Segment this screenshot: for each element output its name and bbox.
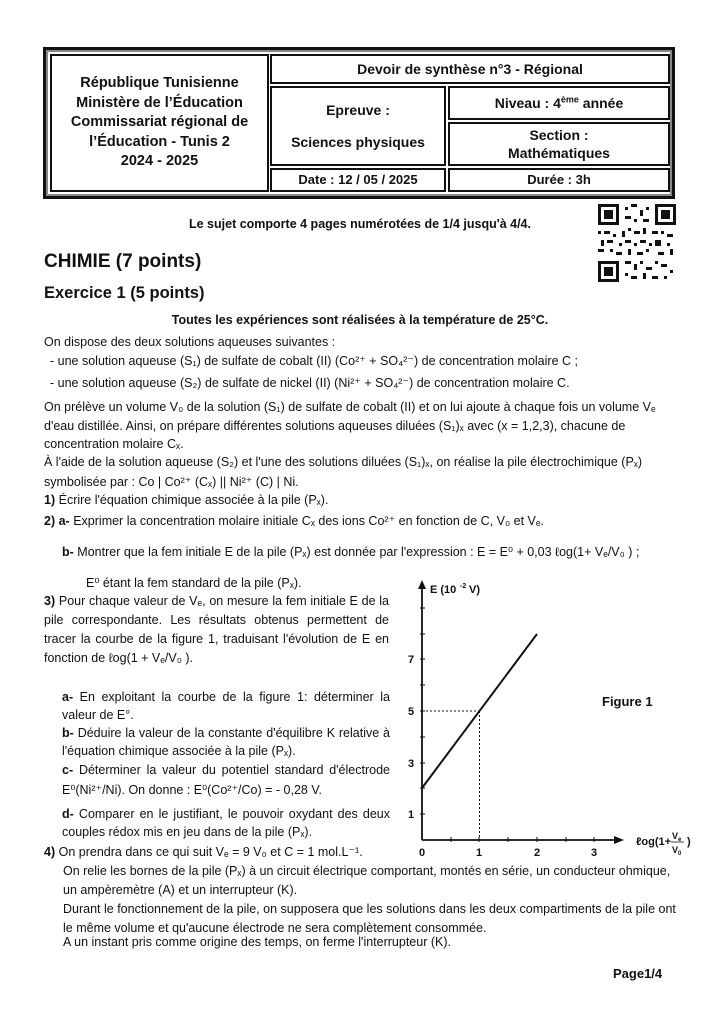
section-cell (448, 122, 670, 166)
exercise-title: Exercice 1 (5 points) (44, 284, 205, 302)
svg-text:5: 5 (408, 706, 415, 718)
figure-1-chart (400, 575, 700, 865)
svg-text:2: 2 (534, 847, 541, 859)
question-3c: c- Déterminer la valeur du potentiel standard d'électrode E⁰(Ni²⁺/Ni). On donne : E⁰(Co²⁺/Co) = - 0,28 V. (62, 763, 390, 797)
institution-line: Ministère de l’Éducation (76, 94, 243, 111)
epreuve-value: Sciences physiques (291, 134, 425, 150)
svg-text:V: V (672, 831, 679, 841)
svg-text:ℓog(1+: ℓog(1+ (636, 836, 672, 848)
figure-label: Figure 1 (602, 694, 653, 709)
svg-text:e: e (678, 837, 682, 843)
svg-text:3: 3 (408, 758, 415, 770)
epreuve-cell (270, 86, 446, 166)
svg-text:): ) (687, 836, 691, 848)
question-2b: b- Montrer que la fem initiale E de la pile (Pₓ) est donnée par l'expression : E = E⁰ + 0,03 ℓog(1+ Vₑ/V₀ ) ; (62, 545, 640, 559)
solution-s1: - une solution aqueuse (S₁) de sulfate de cobalt (II) (Co²⁺ + SO₄²⁻) de concentration molaire C ; (50, 354, 578, 368)
page-count-note: Le sujet comporte 4 pages numérotées de 1/4 jusqu'à 4/4. (189, 217, 531, 231)
exam-title: Devoir de synthèse n°3 - Régional (270, 54, 670, 84)
qr-code-icon (598, 204, 676, 282)
institution-line: Commissariat régional de (70, 114, 249, 131)
question-2a: 2) a- Exprimer la concentration molaire initiale Cₓ des ions Co²⁺ en fonction de C, V₀ et Vₑ. (44, 514, 544, 528)
svg-text:7: 7 (408, 654, 415, 666)
svg-text:V: V (672, 845, 679, 855)
section-value: Mathématiques (508, 145, 610, 161)
question-4-line: On relie les bornes de la pile (Pₓ) à un circuit électrique comportant, montés en série, un conducteur ohmique, un ampèremètre (A) et un interrupteur (K). (63, 864, 671, 897)
section-title: CHIMIE (7 points) (44, 251, 202, 272)
institution-line: République Tunisienne (80, 75, 239, 92)
exam-date: Date : 12 / 05 / 2025 (270, 168, 446, 192)
svg-text:0: 0 (419, 847, 426, 859)
question-4-lead: 4) On prendra dans ce qui suit Vₑ = 9 V₀ et C = 1 mol.L⁻¹. (44, 845, 363, 859)
paragraph-cell: À l'aide de la solution aqueuse (S₂) et l'une des solutions diluées (S₁)ₓ, on réalise la pile électrochimique (Pₓ) symbolisée par : Co | Co²⁺ (Cₓ) || Ni²⁺ (C) | Ni. (44, 455, 643, 489)
question-3a: a- En exploitant la courbe de la figure 1: déterminer la valeur de E°. (62, 690, 390, 722)
svg-text:1: 1 (408, 809, 415, 821)
svg-text:3: 3 (591, 847, 598, 859)
question-2b-note: E⁰ étant la fem standard de la pile (Pₓ). (86, 576, 302, 590)
section-label: Section : (529, 127, 589, 143)
question-1: 1) Écrire l'équation chimique associée à la pile (Pₓ). (44, 493, 329, 507)
svg-text:V): V) (469, 584, 480, 596)
epreuve-label: Epreuve : (326, 102, 390, 118)
svg-text:E (10: E (10 (430, 584, 457, 596)
question-4-line: Durant le fonctionnement de la pile, on supposera que les solutions dans les deux compartiments de la pile ont le même volume et qu'aucune électrode ne sera complètement consommée. (63, 902, 676, 935)
temperature-note: Toutes les expériences sont réalisées à la température de 25°C. (171, 313, 549, 327)
exam-duration: Durée : 3h (448, 168, 670, 192)
question-4-line: A un instant pris comme origine des temps, on ferme l'interrupteur (K). (63, 935, 451, 949)
institution-line: 2024 - 2025 (120, 153, 199, 170)
y-axis-arrow-icon (418, 580, 426, 589)
question-3d: d- Comparer en le justifiant, le pouvoir oxydant des deux couples rédox mis en jeu dans de la pile (Pₓ). (62, 807, 390, 839)
institution-cell (50, 54, 269, 192)
svg-text:0: 0 (678, 851, 682, 857)
question-3b: b- Déduire la valeur de la constante d'équilibre K relative à l'équation chimique associée à la pile (Pₓ). (62, 726, 390, 758)
solution-s2: - une solution aqueuse (S₂) de sulfate de nickel (II) (Ni²⁺ + SO₄²⁻) de concentration molaire C. (50, 376, 570, 390)
paragraph-dilution: On prélève un volume V₀ de la solution (S₁) de sulfate de cobalt (II) et on lui ajoute à chaque fois un volume Vₑ d'eau distillée. Ainsi, on prépare différentes solutions aqueuses diluées (S₁)ₓ avec (x = 1,2,3), chacune de concentration molaire Cₓ. (44, 400, 656, 451)
question-3: 3) Pour chaque valeur de Vₑ, on mesure la fem initiale E de la pile correspondante. Les résultats obtenus permettent de tracer la courbe de la figure 1, traduisant l'évolution de E en fonction de ℓog(1 + Vₑ/V₀ ). (44, 594, 389, 665)
exam-header-table (43, 47, 675, 199)
paragraph-intro: On dispose des deux solutions aqueuses suivantes : (44, 335, 336, 349)
niveau-cell: Niveau : 4ème année (448, 86, 670, 120)
svg-text:1: 1 (476, 847, 483, 859)
x-axis-arrow-icon (614, 836, 624, 844)
svg-text:-2: -2 (460, 583, 467, 590)
institution-line: l’Éducation - Tunis 2 (89, 133, 230, 150)
page-number: Page1/4 (613, 966, 663, 981)
